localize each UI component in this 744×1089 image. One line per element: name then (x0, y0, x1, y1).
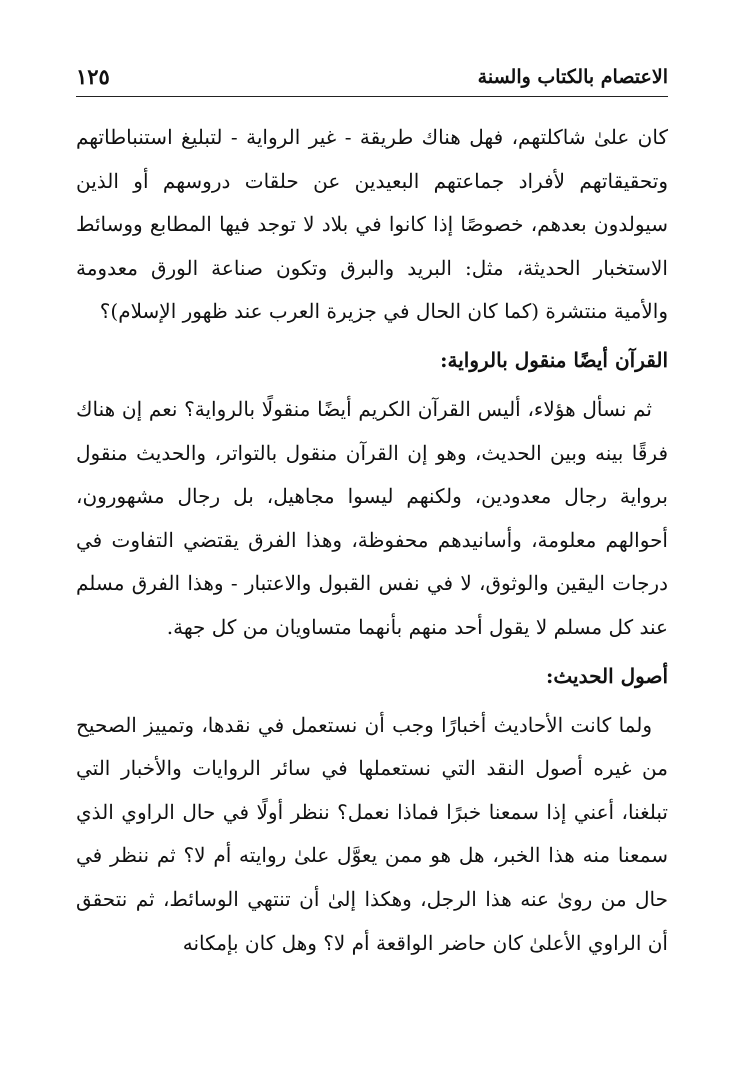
book-title: الاعتصام بالكتاب والسنة (477, 66, 668, 88)
section-heading-hadith-principles: أصول الحديث: (545, 663, 668, 688)
page-number: ١٢٥ (76, 64, 110, 89)
paragraph-3: ولما كانت الأحاديث أخبارًا وجب أن نستعمل في نقدها، وتمييز الصحيح من غيره أصول النقد التي نستعملها في سائر الروايات والأخبار التي تبلغنا، أعني إذا سمعنا خبرًا فماذا نعمل؟ ننظر أولًا في حال الراوي الذي سمعنا منه هذا الخبر، هل هو ممن يعوَّل علىٰ روايته أم لا؟ ثم ننظر في حال من روىٰ عنه هذا الرجل، وهكذا إلىٰ أن تنتهي الوسائط، ثم نتحقق أن الراوي الأعلىٰ كان حاضر الواقعة أم لا؟ وهل كان بإمكانه (76, 712, 668, 955)
paragraph-2: ثم نسأل هؤلاء، أليس القرآن الكريم أيضًا منقولًا بالرواية؟ نعم إن هناك فرقًا بينه وبين الحديث، وهو إن القرآن منقول بالتواتر، والحديث منقول برواية رجال معدودين، ولكنهم ليسوا مجاهيل، بل رجال مشهورون، أحوالهم معلومة، وأسانيدهم محفوظة، وهذا الفرق يقتضي التفاوت في درجات اليقين والوثوق، لا في نفس القبول والاعتبار - وهذا الفرق مسلم عند كل مسلم لا يقول أحد منهم بأنهما متساويان من كل جهة. (76, 396, 669, 639)
running-header (76, 62, 668, 97)
paragraph-1: كان علىٰ شاكلتهم، فهل هناك طريقة - غير الرواية - لتبليغ استنباطاتهم وتحقيقاتهم لأفراد جماعتهم البعيدين عن حلقات دروسهم أو الذين سيولدون بعدهم، خصوصًا إذا كانوا في بلاد لا توجد فيها المطابع ووسائط الاستخبار الحديثة، مثل: البريد والبرق وتكون صناعة الورق معدومة والأمية منتشرة (كما كان الحال في جزيرة العرب عند ظهور الإسلام)؟ (76, 125, 668, 324)
section-heading-quran-narration: القرآن أيضًا منقول بالرواية: (440, 347, 668, 372)
page-body (76, 116, 668, 965)
